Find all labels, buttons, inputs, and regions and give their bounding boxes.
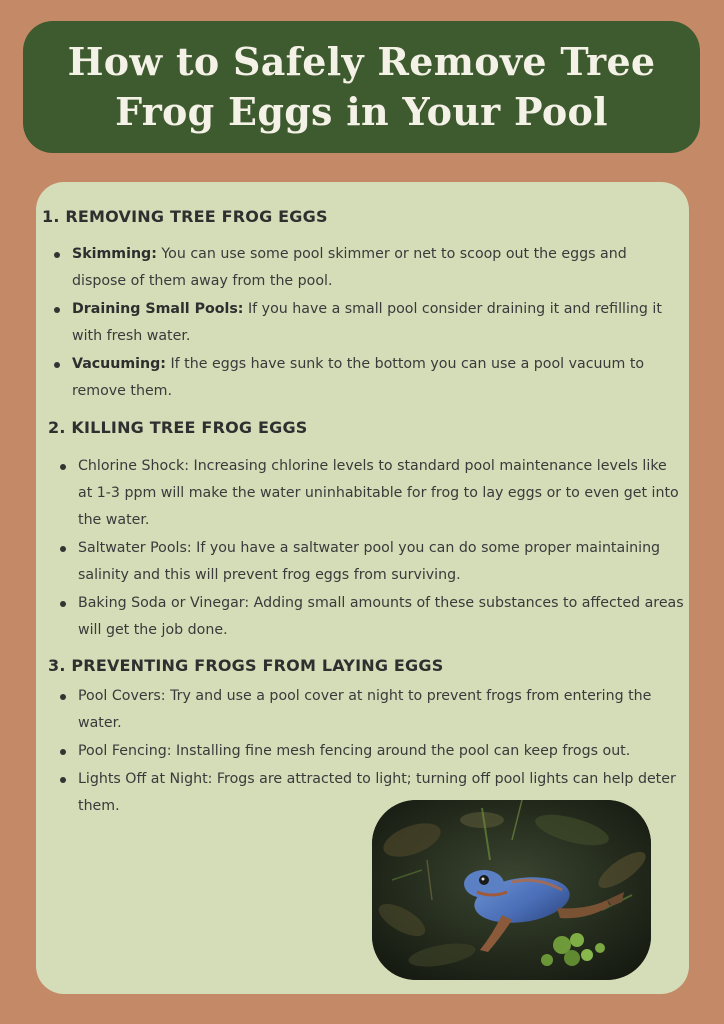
list-item xyxy=(50,296,678,350)
section-heading-preventing: 3. PREVENTING FROGS FROM LAYING EGGS xyxy=(48,656,444,675)
title-banner xyxy=(23,21,700,153)
list-item xyxy=(56,590,684,644)
item-text: Saltwater Pools: If you have a saltwater pool you can do some proper maintaining salinity and this will prevent frog eggs from surviving. xyxy=(78,540,661,583)
list-removing xyxy=(50,241,678,406)
section-heading-killing: 2. KILLING TREE FROG EGGS xyxy=(48,418,308,437)
item-text: Baking Soda or Vinegar: Adding small amounts of these substances to affected areas will get the job done. xyxy=(78,595,684,638)
frog-photo xyxy=(372,800,651,980)
list-item xyxy=(56,738,678,765)
list-killing xyxy=(56,453,684,645)
frog-in-water-illustration xyxy=(372,800,651,980)
page-title xyxy=(68,37,656,137)
title-line-2: Frog Eggs in Your Pool xyxy=(115,89,608,134)
item-text: If you have a small pool consider draining it and refilling it with fresh water. xyxy=(72,301,662,344)
section-heading-removing: 1. REMOVING TREE FROG EGGS xyxy=(42,207,328,226)
item-text: If the eggs have sunk to the bottom you can use a pool vacuum to remove them. xyxy=(72,356,645,399)
list-item xyxy=(56,535,684,589)
item-text: Lights Off at Night: Frogs are attracted to light; turning off pool lights can help deter them. xyxy=(78,771,676,814)
list-item xyxy=(56,683,678,737)
item-text: Pool Fencing: Installing fine mesh fencing around the pool can keep frogs out. xyxy=(78,743,631,759)
list-item xyxy=(56,453,684,534)
item-lead: Skimming: xyxy=(72,246,157,262)
title-line-1: How to Safely Remove Tree xyxy=(67,39,656,84)
item-text: Pool Covers: Try and use a pool cover at night to prevent frogs from entering the water. xyxy=(78,688,652,731)
item-text: You can use some pool skimmer or net to scoop out the eggs and dispose of them away from the pool. xyxy=(72,246,627,289)
item-text: Chlorine Shock: Increasing chlorine levels to standard pool maintenance levels like at 1-3 ppm will make the water uninhabitable for frog to lay eggs or to even get into the water. xyxy=(78,458,679,528)
list-item xyxy=(50,241,678,295)
list-item xyxy=(50,351,678,405)
item-lead: Draining Small Pools: xyxy=(72,301,244,317)
item-lead: Vacuuming: xyxy=(72,356,166,372)
